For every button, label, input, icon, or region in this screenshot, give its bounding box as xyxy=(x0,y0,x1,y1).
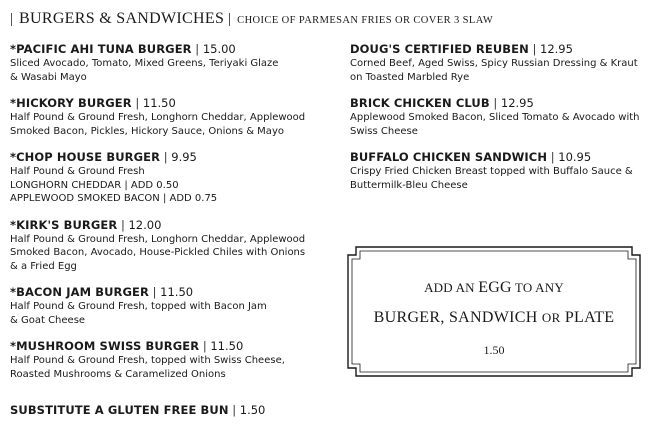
item-price: 11.50 xyxy=(142,96,176,110)
menu-item: *KIRK'S BURGER | 12.00 Half Pound & Ground Fresh, Longhorn Cheddar, Applewood Smoked Bacon, Avocado, House-Pickled Chiles with Onions & a Fried Egg xyxy=(10,218,330,274)
item-description: Half Pound & Ground Fresh, topped with Swiss Cheese, Roasted Mushrooms & Caramelized Onions xyxy=(10,355,285,380)
item-price: 15.00 xyxy=(202,42,236,56)
item-name: DOUG'S CERTIFIED REUBEN xyxy=(350,42,529,56)
egg-price: 1.50 xyxy=(483,343,505,357)
item-price: 12.00 xyxy=(128,217,162,232)
item-name: *HICKORY BURGER xyxy=(10,96,132,110)
item-name: *BACON JAM BURGER xyxy=(10,285,149,299)
item-name: SUBSTITUTE A GLUTEN FREE BUN xyxy=(10,403,229,417)
item-description: Corned Beef, Aged Swiss, Spicy Russian Dressing & Kraut on Toasted Marbled Rye xyxy=(350,58,638,83)
menu-item: *PACIFIC AHI TUNA BURGER | 15.00 Sliced Avocado, Tomato, Mixed Greens, Teriyaki Glaze & Wasabi Mayo xyxy=(10,42,330,84)
item-name: BUFFALO CHICKEN SANDWICH xyxy=(350,150,548,164)
item-price: 10.95 xyxy=(558,150,592,164)
item-description: Half Pound & Ground Fresh, topped with Bacon Jam & Goat Cheese xyxy=(10,301,267,326)
menu-item: *CHOP HOUSE BURGER | 9.95 Half Pound & Ground Fresh LONGHORN CHEDDAR | ADD 0.50 APPLEWOOD SMOKED BACON | ADD 0.75 xyxy=(10,150,330,206)
item-name: *CHOP HOUSE BURGER xyxy=(10,150,161,164)
menu-item: *MUSHROOM SWISS BURGER | 11.50 Half Pound & Ground Fresh, topped with Swiss Cheese, Roasted Mushrooms & Caramelized Onions xyxy=(10,339,330,381)
item-name: *PACIFIC AHI TUNA BURGER xyxy=(10,42,192,56)
section-title: BURGERS & SANDWICHES xyxy=(19,10,225,27)
item-price: 1.50 xyxy=(239,403,266,417)
item-description: Half Pound & Ground Fresh, Longhorn Cheddar, Applewood Smoked Bacon, Pickles, Hickory Sauce, Onions & Mayo xyxy=(10,112,306,137)
item-price: 12.95 xyxy=(540,42,573,56)
menu-item: *HICKORY BURGER | 11.50 Half Pound & Ground Fresh, Longhorn Cheddar, Applewood Smoked Bacon, Pickles, Hickory Sauce, Onions & Mayo xyxy=(10,96,330,138)
header-bar: | xyxy=(10,11,14,27)
item-description: Half Pound & Ground Fresh, Longhorn Cheddar, Applewood Smoked Bacon, Avocado, House-Pickled Chiles with Onions & a Fried Egg xyxy=(10,233,306,272)
left-column xyxy=(10,42,330,393)
right-column xyxy=(350,42,642,204)
item-description: Applewood Smoked Bacon, Sliced Tomato & Avocado with Swiss Cheese xyxy=(350,112,640,137)
item-name: *KIRK'S BURGER xyxy=(10,217,118,232)
section-header xyxy=(10,10,640,28)
menu-item: DOUG'S CERTIFIED REUBEN | 12.95 Corned Beef, Aged Swiss, Spicy Russian Dressing & Kraut on Toasted Marbled Rye xyxy=(350,42,642,84)
menu-item: *BACON JAM BURGER | 11.50 Half Pound & Ground Fresh, topped with Bacon Jam & Goat Cheese xyxy=(10,285,330,327)
egg-offer-items: BURGER, SANDWICH OR PLATE xyxy=(373,309,615,326)
item-description: Half Pound & Ground Fresh LONGHORN CHEDDAR | ADD 0.50 APPLEWOOD SMOKED BACON | ADD 0.75 xyxy=(10,166,218,204)
add-egg-box xyxy=(344,243,644,380)
menu-item: BUFFALO CHICKEN SANDWICH | 10.95 Crispy Fried Chicken Breast topped with Buffalo Sauce & Buttermilk-Bleu Cheese xyxy=(350,150,642,192)
item-price: 11.50 xyxy=(210,339,244,353)
item-price: 11.50 xyxy=(160,285,194,299)
item-price: 9.95 xyxy=(171,150,197,164)
egg-offer-line: ADD AN EGG TO ANY xyxy=(424,279,564,296)
item-description: Crispy Fried Chicken Breast topped with Buffalo Sauce & Buttermilk-Bleu Cheese xyxy=(350,166,633,191)
header-divider: | xyxy=(228,11,232,27)
item-name: *MUSHROOM SWISS BURGER xyxy=(10,339,200,353)
gluten-free-option: SUBSTITUTE A GLUTEN FREE BUN | 1.50 xyxy=(10,403,266,417)
item-name: BRICK CHICKEN CLUB xyxy=(350,96,490,110)
item-description: Sliced Avocado, Tomato, Mixed Greens, Teriyaki Glaze & Wasabi Mayo xyxy=(10,58,279,83)
item-price: 12.95 xyxy=(500,96,534,110)
section-subtitle: CHOICE OF PARMESAN FRIES OR COVER 3 SLAW xyxy=(237,15,494,26)
menu-item: BRICK CHICKEN CLUB | 12.95 Applewood Smoked Bacon, Sliced Tomato & Avocado with Swiss Cheese xyxy=(350,96,642,138)
